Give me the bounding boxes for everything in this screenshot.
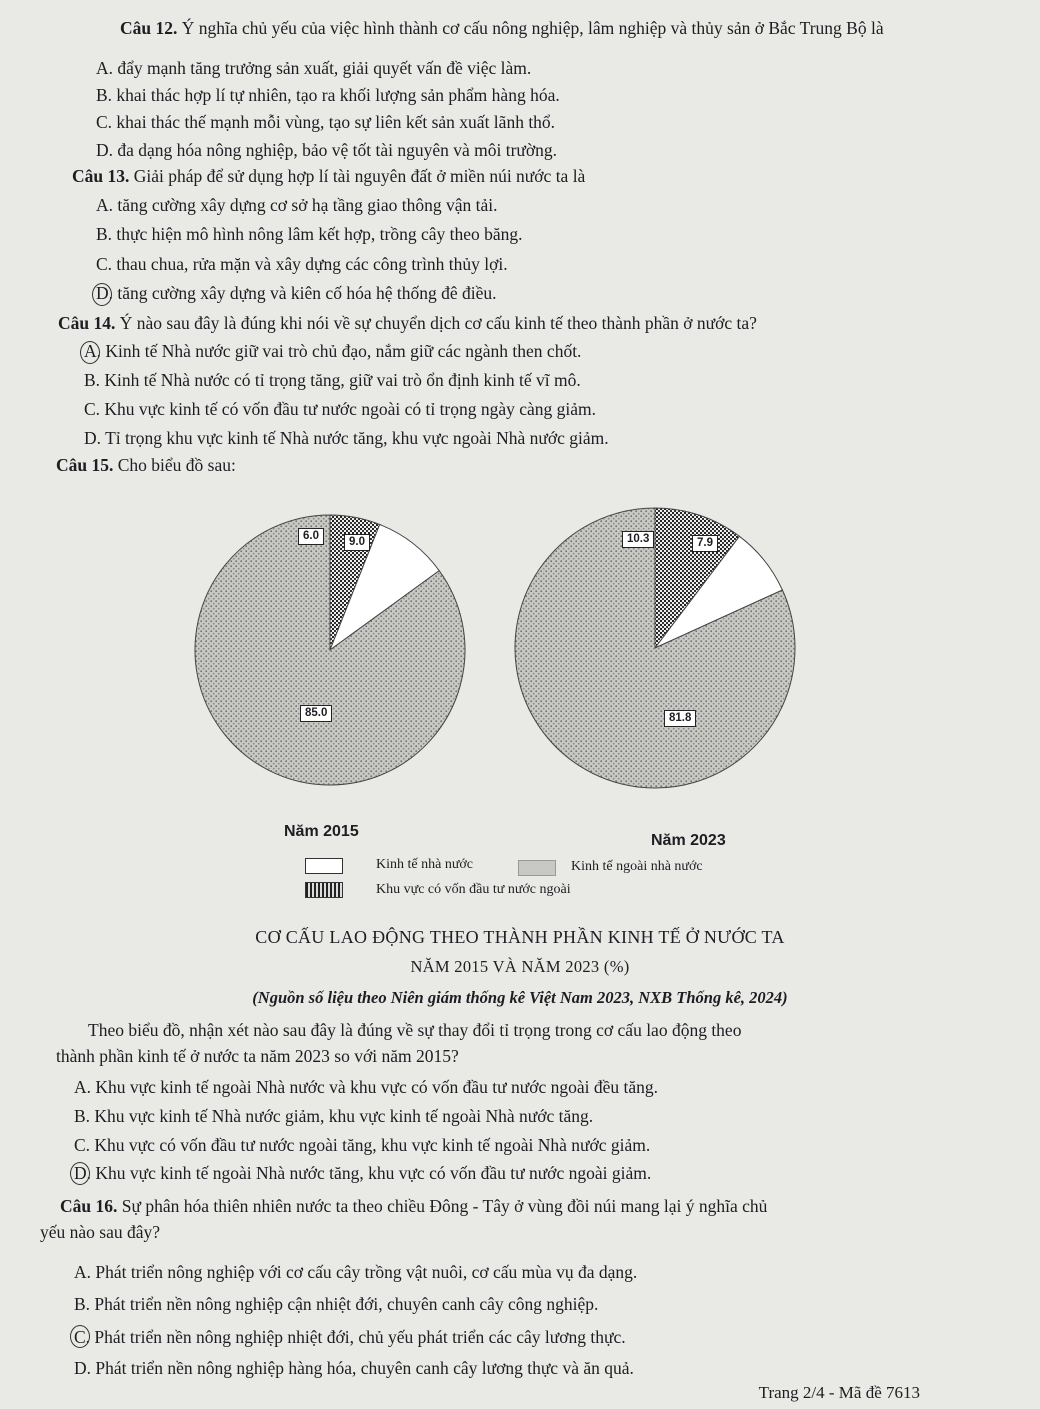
question-number: Câu 12. [120, 18, 178, 38]
option-d: D. Khu vực kinh tế ngoài Nhà nước tăng, khu vực có vốn đầu tư nước ngoài giảm. [74, 1163, 652, 1183]
option-b: B. Kinh tế Nhà nước có tỉ trọng tăng, giữ vai trò ổn định kinh tế vĩ mô. [84, 370, 581, 390]
label-2023-non-state: 81.8 [664, 710, 696, 727]
question-stem: Theo biểu đồ, nhận xét nào sau đây là đúng về sự thay đổi tỉ trọng trong cơ cấu lao động theo [88, 1020, 742, 1040]
question-15 [56, 455, 236, 476]
label-2015-state: 9.0 [344, 534, 370, 551]
question-number: Câu 16. [60, 1196, 118, 1216]
option-a: A. đẩy mạnh tăng trưởng sản xuất, giải quyết vấn đề việc làm. [96, 58, 532, 78]
pie-caption-2023: Năm 2023 [651, 832, 726, 849]
option-b: B. khai thác hợp lí tự nhiên, tạo ra khối lượng sản phẩm hàng hóa. [96, 85, 560, 105]
label-2015-non-state: 85.0 [300, 705, 332, 722]
option-c: C. Khu vực có vốn đầu tư nước ngoài tăng, khu vực kinh tế ngoài Nhà nước giảm. [74, 1135, 651, 1155]
label-2023-state: 7.9 [692, 535, 718, 552]
option-d: D. đa dạng hóa nông nghiệp, bảo vệ tốt tài nguyên và môi trường. [96, 140, 558, 160]
pie-caption-2015: Năm 2015 [284, 823, 359, 840]
option-c: C. thau chua, rửa mặn và xây dựng các công trình thủy lợi. [96, 254, 508, 274]
answer-circle-mark [92, 283, 112, 306]
chart-title: CƠ CẤU LAO ĐỘNG THEO THÀNH PHẦN KINH TẾ Ở NƯỚC TA [255, 927, 785, 947]
legend-label-non-state: Kinh tế ngoài nhà nước [571, 859, 703, 874]
option-a: A. Kinh tế Nhà nước giữ vai trò chủ đạo, nắm giữ các ngành then chốt. [84, 341, 582, 361]
legend-label-state: Kinh tế nhà nước [376, 857, 474, 872]
answer-circle-mark [80, 341, 100, 364]
option-a: A. Khu vực kinh tế ngoài Nhà nước và khu vực có vốn đầu tư nước ngoài đều tăng. [74, 1077, 658, 1097]
option-d: D. Tỉ trọng khu vực kinh tế Nhà nước tăng, khu vực ngoài Nhà nước giảm. [84, 428, 609, 448]
pie-2015 [195, 515, 465, 785]
answer-circle-mark [70, 1162, 90, 1185]
option-c: C. Phát triển nền nông nghiệp nhiệt đới, chủ yếu phát triển các cây lương thực. [74, 1327, 626, 1347]
chart-source: (Nguồn số liệu theo Niên giám thống kê Việt Nam 2023, NXB Thống kê, 2024) [252, 988, 788, 1007]
question-number: Câu 13. [72, 166, 130, 186]
pie-charts [0, 500, 1040, 830]
legend-swatch-non-state [518, 860, 556, 876]
option-b: B. Phát triển nền nông nghiệp cận nhiệt đới, chuyên canh cây công nghiệp. [74, 1294, 599, 1314]
chart-subtitle: NĂM 2015 VÀ NĂM 2023 (%) [410, 957, 630, 976]
legend-swatch-fdi [305, 882, 343, 898]
question-text: Sự phân hóa thiên nhiên nước ta theo chiều Đông - Tây ở vùng đồi núi mang lại ý nghĩa chủ [121, 1196, 768, 1216]
legend-swatch-state [305, 858, 343, 874]
page-footer: Trang 2/4 - Mã đề 7613 [758, 1383, 920, 1402]
question-14 [58, 313, 757, 334]
option-b: B. Khu vực kinh tế Nhà nước giảm, khu vực kinh tế ngoài Nhà nước tăng. [74, 1106, 594, 1126]
pie-2023 [515, 508, 795, 788]
label-2023-fdi: 10.3 [622, 531, 654, 548]
question-13 [72, 166, 585, 187]
question-text-continued: yếu nào sau đây? [40, 1222, 161, 1242]
question-number: Câu 15. [56, 455, 114, 475]
question-text: Cho biểu đồ sau: [117, 455, 236, 475]
legend-label-fdi: Khu vực có vốn đầu tư nước ngoài [376, 882, 571, 897]
question-text: Ý nghĩa chủ yếu của việc hình thành cơ cấu nông nghiệp, lâm nghiệp và thủy sản ở Bắc Trung Bộ là [181, 18, 884, 38]
question-12 [120, 18, 884, 39]
label-2015-fdi: 6.0 [298, 528, 324, 545]
question-text: Ý nào sau đây là đúng khi nói về sự chuyển dịch cơ cấu kinh tế theo thành phần ở nước ta? [119, 313, 757, 333]
question-text: Giải pháp để sử dụng hợp lí tài nguyên đất ở miền núi nước ta là [133, 166, 586, 186]
option-b: B. thực hiện mô hình nông lâm kết hợp, trồng cây theo băng. [96, 224, 523, 244]
answer-circle-mark [70, 1325, 90, 1348]
option-a: A. tăng cường xây dựng cơ sở hạ tầng giao thông vận tải. [96, 195, 498, 215]
question-stem-continued: thành phần kinh tế ở nước ta năm 2023 so với năm 2015? [56, 1046, 459, 1066]
option-c: C. Khu vực kinh tế có vốn đầu tư nước ngoài có tỉ trọng ngày càng giảm. [84, 399, 597, 419]
option-d: D. Phát triển nền nông nghiệp hàng hóa, chuyên canh cây lương thực và ăn quả. [74, 1358, 634, 1378]
option-d: D. tăng cường xây dựng và kiên cố hóa hệ thống đê điều. [96, 283, 497, 303]
option-a: A. Phát triển nông nghiệp với cơ cấu cây trồng vật nuôi, cơ cấu mùa vụ đa dạng. [74, 1262, 638, 1282]
option-c: C. khai thác thế mạnh mỗi vùng, tạo sự liên kết sản xuất lãnh thổ. [96, 112, 556, 132]
question-number: Câu 14. [58, 313, 116, 333]
question-16 [60, 1196, 767, 1217]
